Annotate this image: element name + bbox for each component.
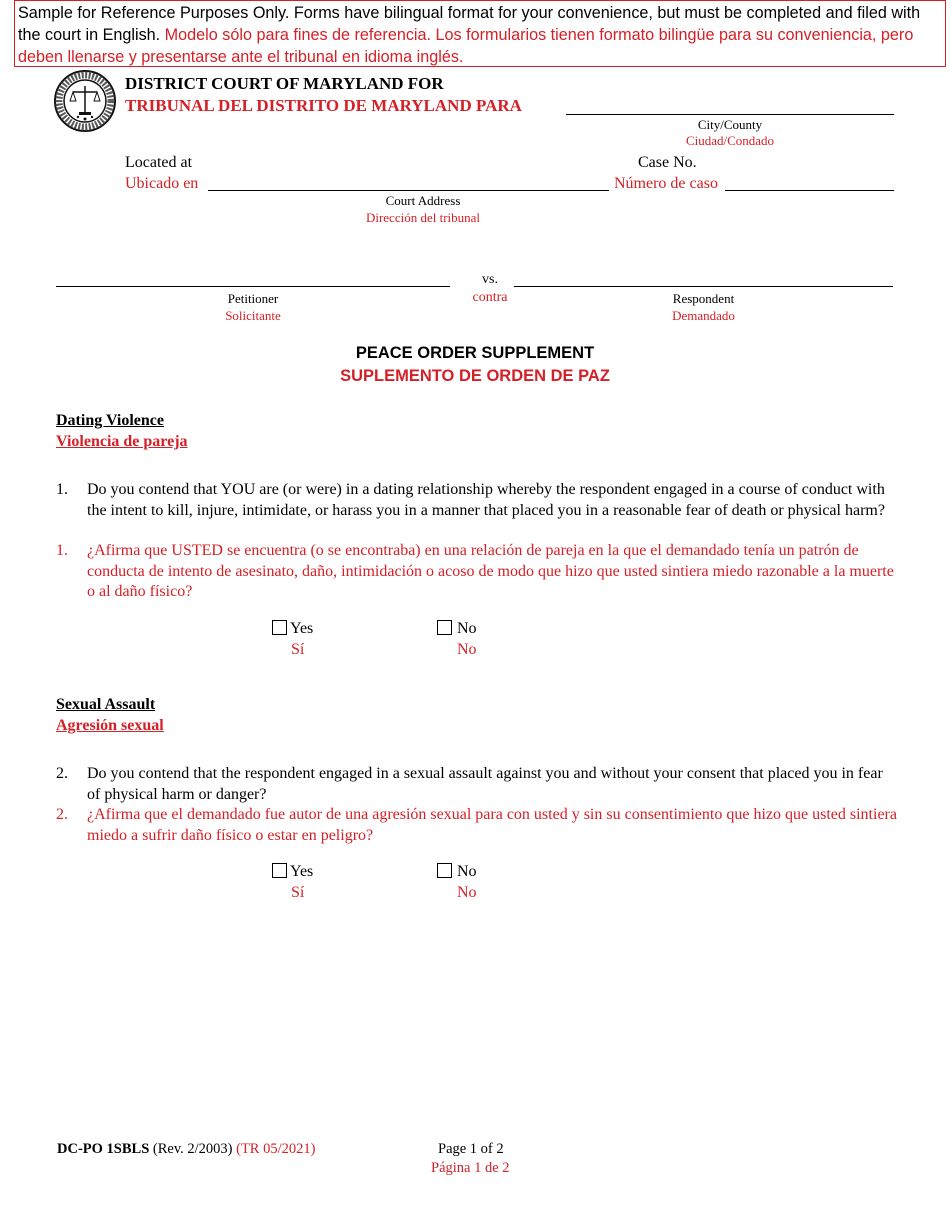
question-text: ¿Afirma que USTED se encuentra (o se encontraba) en una relación de pareja en la que el demandado tenía un patrón de conducta de intento de asesinato, daño, intimidación o acoso de modo que hizo que usted sintiera miedo razonable a la muerte o al daño físico? xyxy=(87,542,894,600)
court-address-label-es: Dirección del tribunal xyxy=(365,210,481,225)
court-address-label-en: Court Address xyxy=(385,193,461,208)
yes-label-es: Sí xyxy=(291,884,305,901)
section-heading-es: Agresión sexual xyxy=(56,717,164,734)
petitioner-label-es: Solicitante xyxy=(225,308,281,323)
located-at-label-en: Located at xyxy=(125,154,193,171)
case-no-label-es: Número de caso xyxy=(614,175,718,192)
located-at-label-es: Ubicado en xyxy=(125,175,199,192)
petitioner-label-en: Petitioner xyxy=(227,291,279,306)
versus-es: contra xyxy=(472,290,508,305)
section-heading-es: Violencia de pareja xyxy=(56,433,188,450)
reference-banner xyxy=(14,0,946,67)
versus-en: vs. xyxy=(482,272,498,287)
question-number: 1. xyxy=(56,542,68,559)
section-heading-en: Dating Violence xyxy=(56,412,164,429)
no-label-en: No xyxy=(457,620,477,637)
form-id-line xyxy=(57,1141,315,1158)
no-label-es: No xyxy=(457,641,477,658)
case-no-label-en: Case No. xyxy=(638,154,697,171)
page-number-en: Page 1 of 2 xyxy=(438,1141,504,1157)
no-label-es: No xyxy=(457,884,477,901)
maryland-court-seal-icon xyxy=(54,70,116,132)
question-text: Do you contend that YOU are (or were) in a dating relationship whereby the respondent engaged in a course of conduct with the intent to kill, injure, intimidate, or harass you in a manner that placed you in a reasonable fear of death or physical harm? xyxy=(87,481,885,519)
q1-yes-checkbox[interactable] xyxy=(272,620,287,635)
form-title-es: SUPLEMENTO DE ORDEN DE PAZ xyxy=(340,367,610,385)
city-county-label-en: City/County xyxy=(697,117,763,132)
petitioner-field[interactable] xyxy=(56,286,450,287)
question-number: 2. xyxy=(56,765,68,782)
question-text: ¿Afirma que el demandado fue autor de una agresión sexual para con usted y sin su consentimiento que hizo que usted sintiera miedo a sufrir daño físico o estar en peligro? xyxy=(87,806,897,844)
court-name-es: TRIBUNAL DEL DISTRITO DE MARYLAND PARA xyxy=(125,96,522,115)
q1-no-checkbox[interactable] xyxy=(437,620,452,635)
yes-label-en: Yes xyxy=(290,620,314,637)
form-title-en: PEACE ORDER SUPPLEMENT xyxy=(355,344,595,362)
city-county-label-es: Ciudad/Condado xyxy=(685,133,775,148)
respondent-label-en: Respondent xyxy=(672,291,735,306)
question-1-es xyxy=(56,541,898,603)
question-number: 1. xyxy=(56,481,68,498)
question-1-en xyxy=(56,480,898,521)
question-text: Do you contend that the respondent engaged in a sexual assault against you and without your consent that placed you in fear of physical harm or danger? xyxy=(87,765,883,803)
yes-label-es: Sí xyxy=(291,641,305,658)
court-address-field[interactable] xyxy=(208,190,609,191)
q2-no-checkbox[interactable] xyxy=(437,863,452,878)
city-county-field[interactable] xyxy=(566,114,894,115)
translation-revision: (TR 05/2021) xyxy=(236,1141,316,1157)
section-heading-en: Sexual Assault xyxy=(56,696,156,713)
banner-english: Sample for Reference Purposes Only. Forms have bilingual format for your convenience, but must be completed and filed with the court in English. xyxy=(18,4,921,44)
form-revision: (Rev. 2/2003) xyxy=(152,1141,233,1157)
respondent-label-es: Demandado xyxy=(672,308,735,323)
form-id: DC-PO 1SBLS xyxy=(57,1141,150,1157)
question-2-en xyxy=(56,764,898,805)
yes-label-en: Yes xyxy=(290,863,314,880)
court-name-en: DISTRICT COURT OF MARYLAND FOR xyxy=(125,74,444,93)
respondent-field[interactable] xyxy=(514,286,893,287)
question-number: 2. xyxy=(56,806,68,823)
q2-yes-checkbox[interactable] xyxy=(272,863,287,878)
no-label-en: No xyxy=(457,863,477,880)
page-number-es: Página 1 de 2 xyxy=(431,1160,510,1176)
question-2-es xyxy=(56,805,898,846)
banner-spanish: Modelo sólo para fines de referencia. Los formularios tienen formato bilingüe para su conveniencia, pero deben llenarse y presentarse ante el tribunal en idioma inglés. xyxy=(18,26,914,66)
case-no-field[interactable] xyxy=(725,190,894,191)
